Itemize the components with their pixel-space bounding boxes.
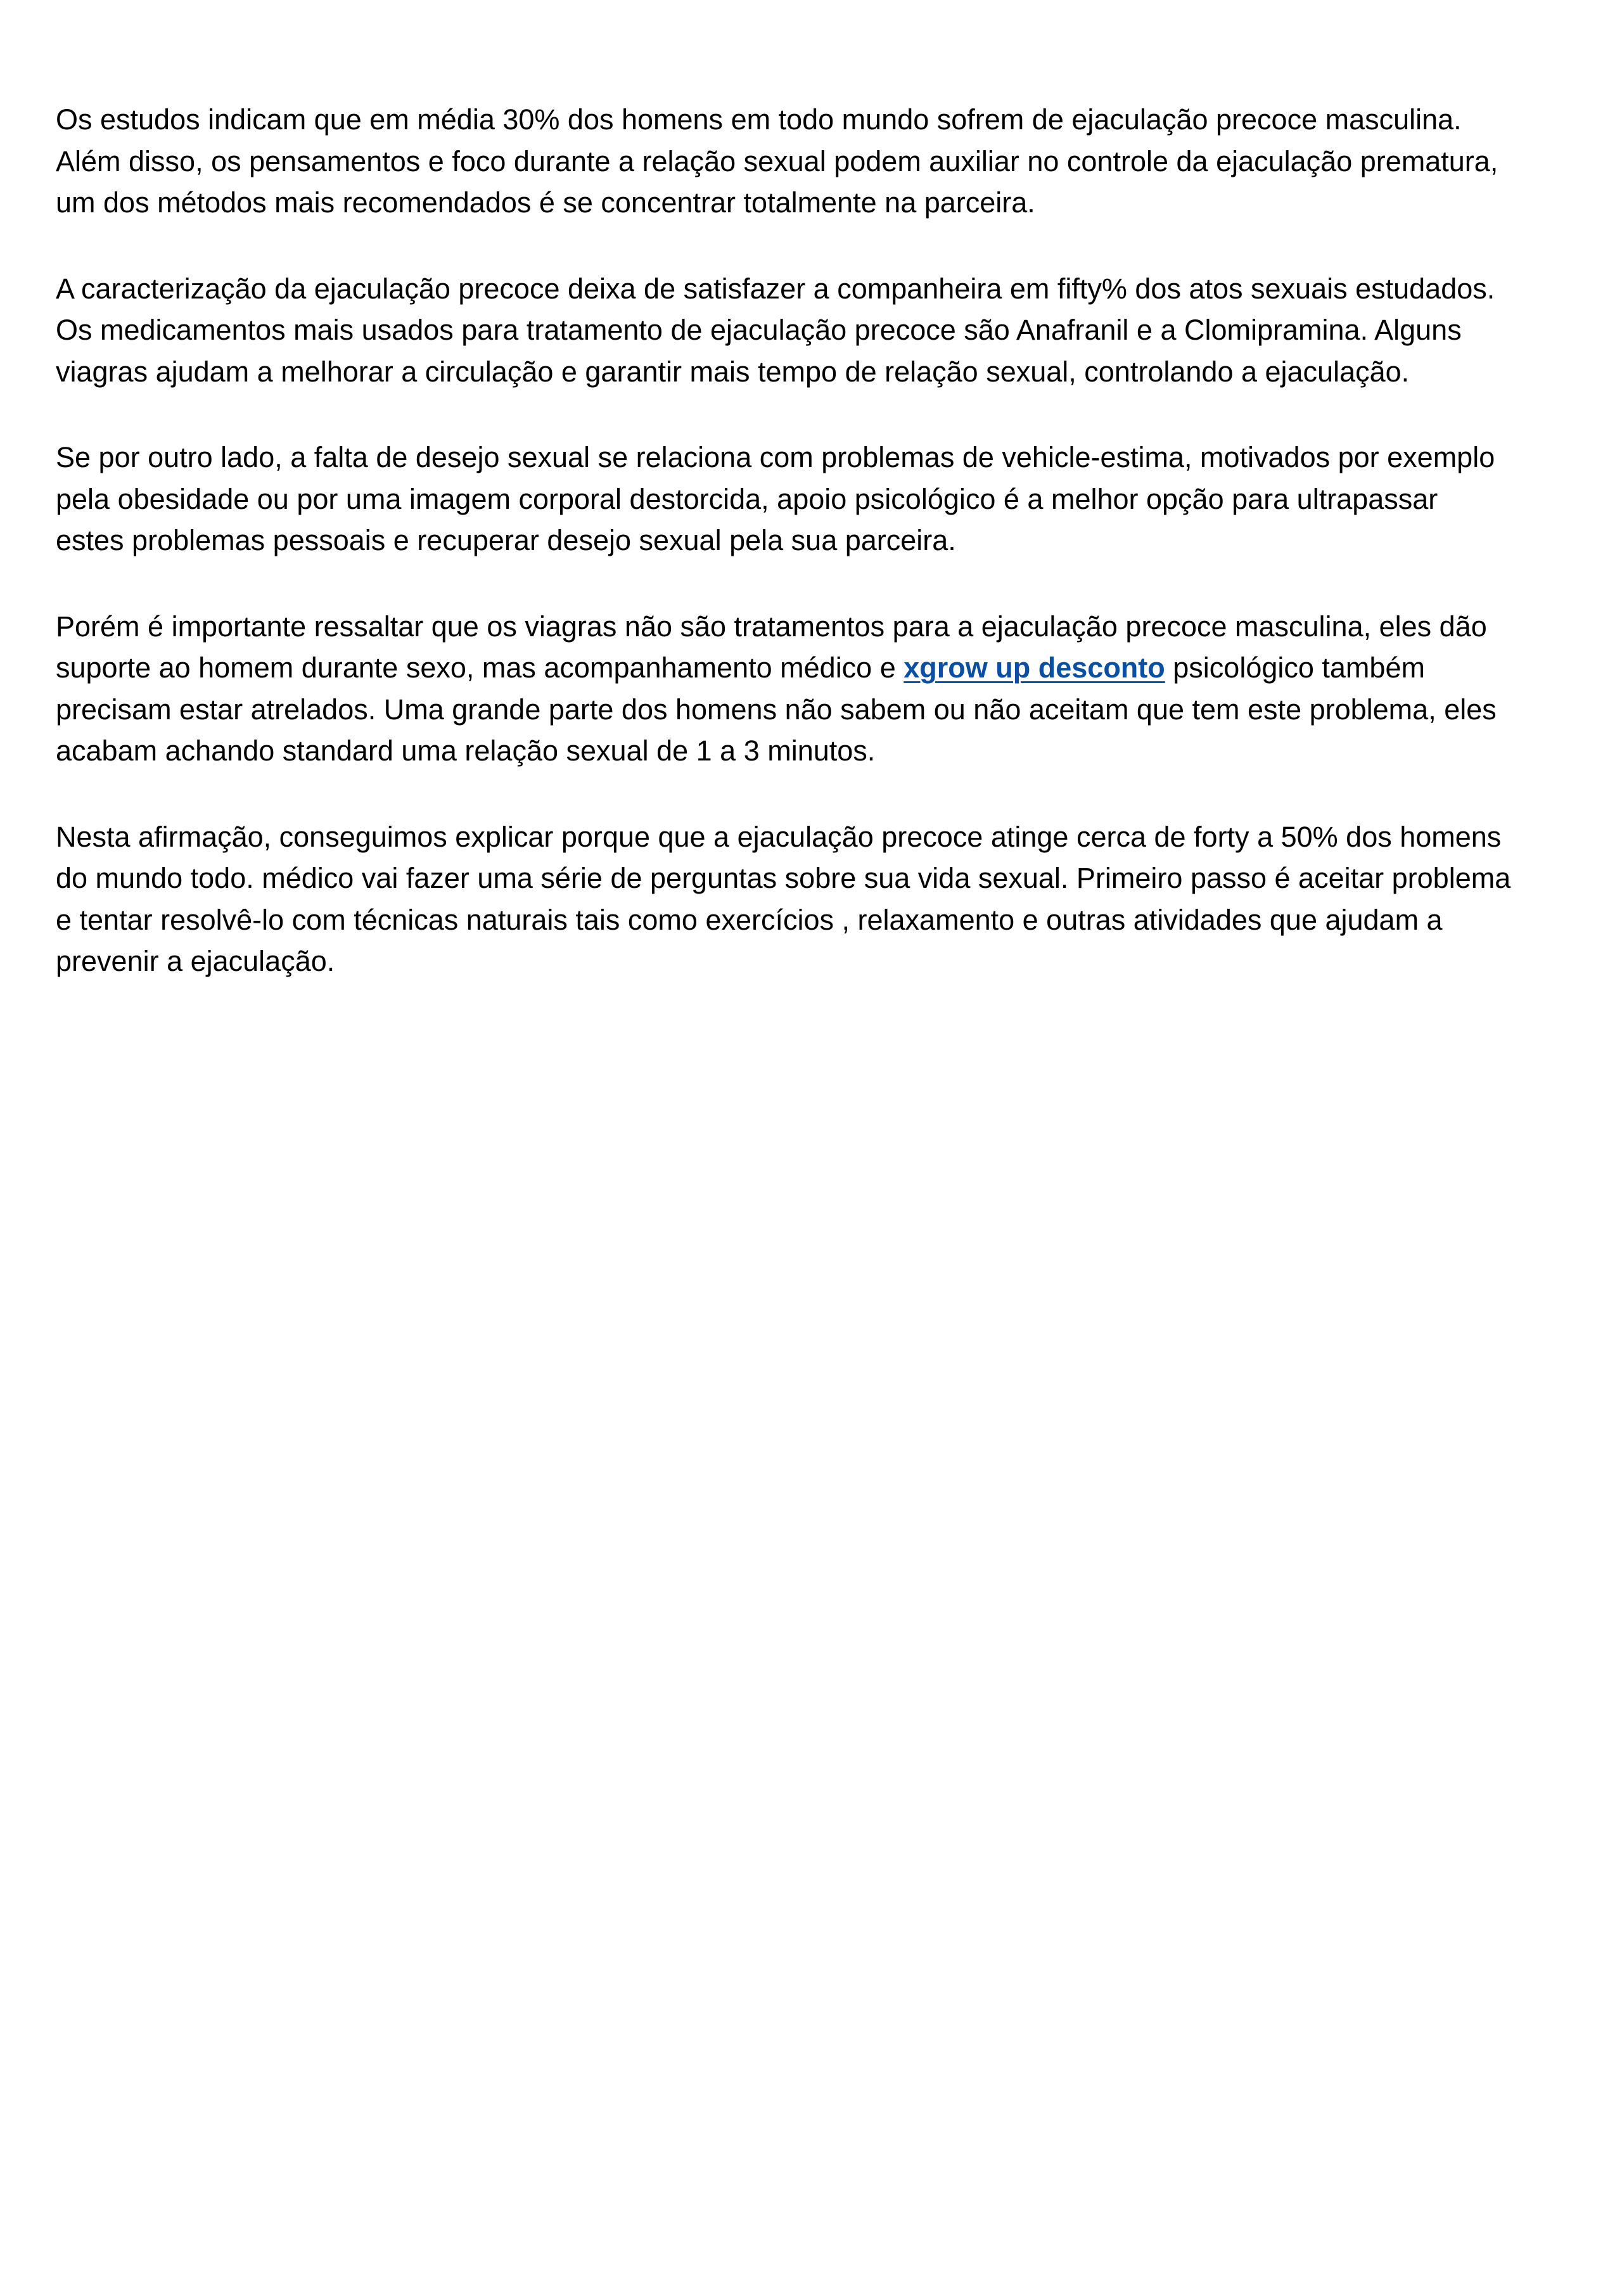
- text-line: Os medicamentos mais usados para tratamento de ejaculação precoce são Anafranil e a Clomipramina. Alguns: [56, 314, 1462, 346]
- paragraph-5: [56, 816, 1576, 982]
- text-line: Além disso, os pensamentos e foco durante a relação sexual podem auxiliar no controle da ejaculação prematura,: [56, 144, 1498, 177]
- xgrow-link[interactable]: xgrow up desconto: [904, 651, 1165, 684]
- text-line: prevenir a ejaculação.: [56, 945, 335, 977]
- text-line: A caracterização da ejaculação precoce deixa de satisfazer a companheira em fifty% dos atos sexuais estudados.: [56, 272, 1495, 305]
- paragraph-1: [56, 99, 1576, 224]
- text-line: um dos métodos mais recomendados é se concentrar totalmente na parceira.: [56, 186, 1035, 219]
- text-line-with-link: [56, 647, 1576, 689]
- document-body: [56, 99, 1576, 1027]
- text-line: do mundo todo. médico vai fazer uma série de perguntas sobre sua vida sexual. Primeiro passo é aceitar problema: [56, 862, 1511, 894]
- text-line: Os estudos indicam que em média 30% dos homens em todo mundo sofrem de ejaculação precoce masculina.: [56, 103, 1462, 136]
- text-segment: psicológico também: [1165, 651, 1425, 684]
- paragraph-4: [56, 606, 1576, 772]
- text-segment: suporte ao homem durante sexo, mas acompanhamento médico e: [56, 651, 904, 684]
- text-line: acabam achando standard uma relação sexual de 1 a 3 minutos.: [56, 734, 876, 767]
- text-line: precisam estar atrelados. Uma grande parte dos homens não sabem ou não aceitam que tem este problema, eles: [56, 693, 1497, 726]
- text-line: pela obesidade ou por uma imagem corporal destorcida, apoio psicológico é a melhor opção para ultrapassar: [56, 482, 1438, 515]
- paragraph-2: [56, 268, 1576, 393]
- text-line: viagras ajudam a melhorar a circulação e garantir mais tempo de relação sexual, controlando a ejaculação.: [56, 355, 1410, 388]
- text-line: Se por outro lado, a falta de desejo sexual se relaciona com problemas de vehicle-estima, motivados por exemplo: [56, 441, 1495, 473]
- paragraph-3: [56, 437, 1576, 561]
- text-line: Nesta afirmação, conseguimos explicar porque que a ejaculação precoce atinge cerca de forty a 50% dos homens: [56, 820, 1502, 853]
- text-line: Porém é importante ressaltar que os viagras não são tratamentos para a ejaculação precoce masculina, eles dão: [56, 610, 1487, 643]
- text-line: estes problemas pessoais e recuperar desejo sexual pela sua parceira.: [56, 524, 956, 556]
- text-line: e tentar resolvê-lo com técnicas naturais tais como exercícios , relaxamento e outras atividades que ajudam a: [56, 903, 1443, 936]
